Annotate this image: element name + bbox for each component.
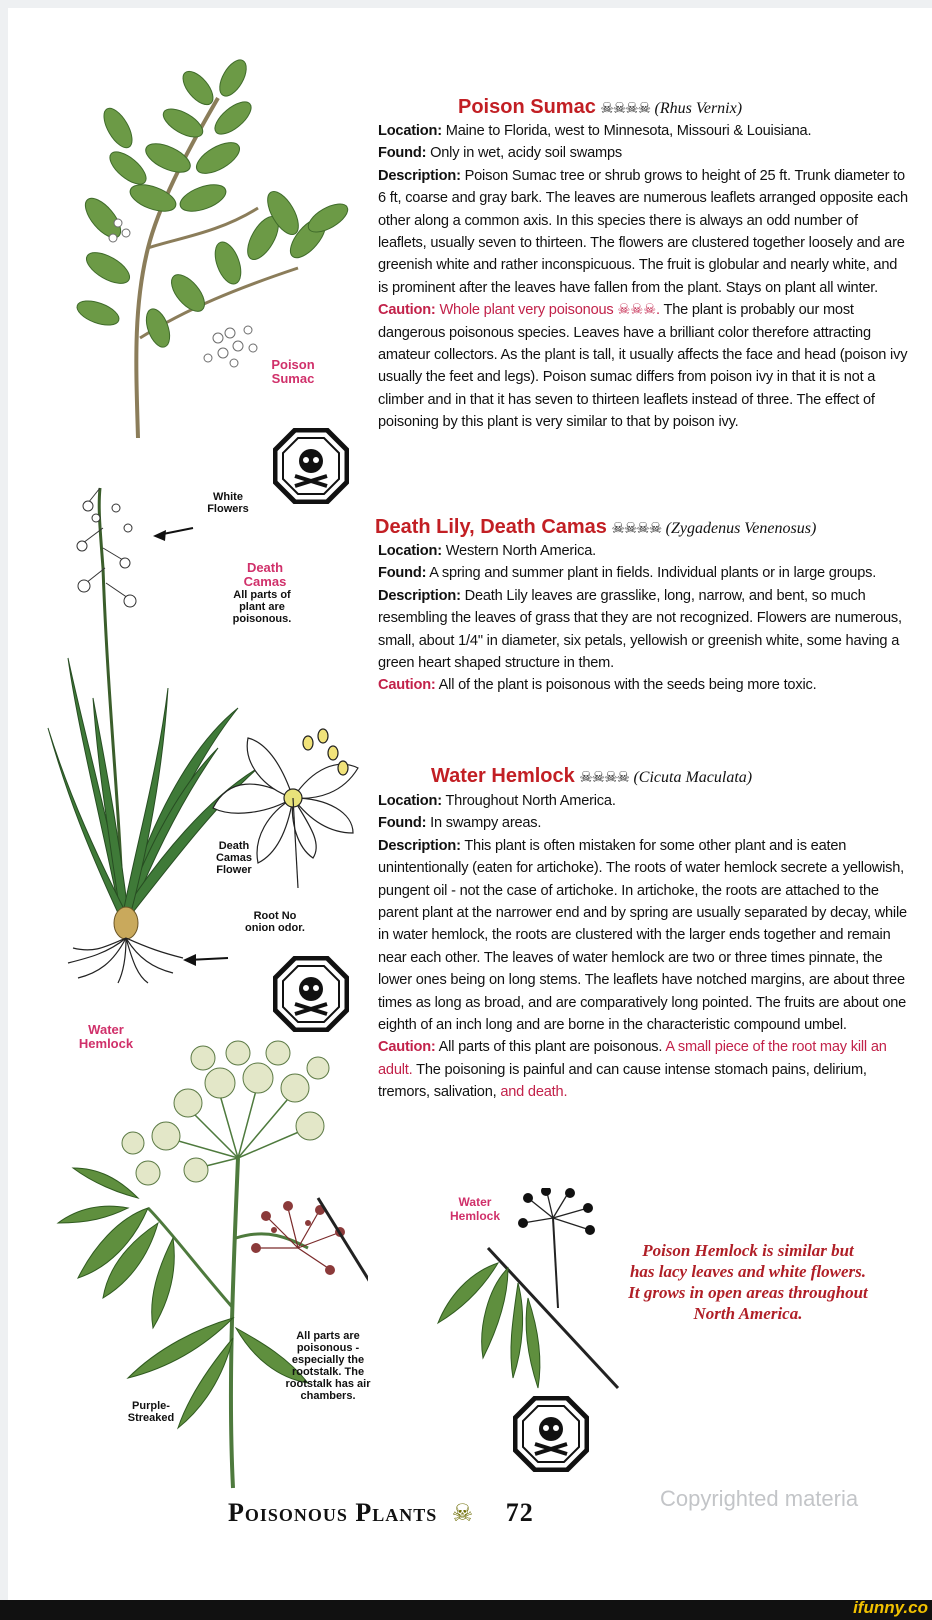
page-number: 72: [505, 1498, 534, 1527]
caution-label: Caution:: [378, 1039, 436, 1056]
section-death-lily-header: [375, 516, 915, 539]
found-text: In swampy areas.: [430, 815, 542, 832]
caution-text: All of the plant is poisonous with the seeds being more toxic.: [438, 677, 817, 694]
skull-crossbones-octagon-icon: [513, 1396, 589, 1472]
label-water-hemlock-small: Water Hemlock: [449, 1195, 501, 1223]
found-text: A spring and summer plant in fields. Individual plants or in large groups.: [429, 565, 877, 582]
description-text: This plant is often mistaken for some other plant and is eaten unintentionally (eaten for artichoke). The roots of water hemlock secrete a yellowish, pungent oil - not the case of artichoke. In artichoke, the roots are attached to the parent plant at the narrower end and by spring are usually separated by decay, while in water hemlock, the roots are clustered with the larger ends together and remain near each other. The leaves of water hemlock are two or three times pinnate, the lower ones being on long stems. The leaflets have notched margins, are about three times as long as broad, and are comparatively long pointed. The fruits are about one eighth of an inch long and are borne in the characteristic compound umbel.: [378, 837, 907, 1034]
skull-rating: ☠☠☠☠: [600, 100, 651, 117]
found-label: Found:: [378, 145, 427, 162]
section-death-lily-body: [378, 540, 908, 697]
skull-crossbones-octagon-icon: [273, 428, 349, 504]
found-text: Only in wet, acidy soil swamps: [430, 145, 622, 162]
copyright-watermark: Copyrighted materia: [660, 1486, 859, 1511]
caution-red-text-2: and death.: [500, 1084, 568, 1101]
poison-hemlock-note: Poison Hemlock is similar but has lacy leaves and white flowers. It grows in open areas throughout North America.: [628, 1241, 868, 1323]
found-label: Found:: [378, 565, 427, 582]
skull-icon: ☠: [451, 1500, 474, 1527]
label-all-parts-poisonous: All parts of plant are poisonous.: [232, 589, 292, 625]
label-death-camas: Death Camas: [243, 560, 287, 589]
caution-label: Caution:: [378, 302, 436, 319]
death-camas-illustration: [48, 488, 358, 983]
skull-rating: ☠☠☠☠: [611, 520, 662, 537]
description-text: Poison Sumac tree or shrub grows to height of 25 ft. Trunk diameter to 6 ft, coarse and gray bark. The leaves are numerous leaflets arranged opposite each other along a common axis. In this species there is always an odd number of leaflets, usually seven to thirteen. The flowers are clustered together loosely and are greenish white and rather inconspicuous. The fruit is globular and nearly white, and is prominent after the leaves have fallen from the plant. Stays on plant all winter.: [378, 167, 908, 296]
location-label: Location:: [378, 123, 442, 139]
page-footer: [228, 1498, 648, 1528]
description-text: Death Lily leaves are grasslike, long, narrow, and bent, so much resembling the leaves of grass that they are not recognized. Flowers are numerous, small, about 1/4" in diameter, six petals, yellowish or greenish white, some having a green heart shaped structure in them.: [378, 587, 902, 672]
caution-label: Caution:: [378, 677, 436, 694]
section-poison-sumac-header: [458, 96, 918, 119]
label-poison-sumac: Poison Sumac: [271, 357, 315, 386]
label-white-flowers: White Flowers: [207, 491, 249, 515]
scientific-name: (Rhus Vernix): [654, 100, 743, 117]
caution-red-text: Whole plant very poisonous ☠☠☠.: [439, 302, 660, 319]
location-label: Location:: [378, 793, 442, 809]
label-death-camas-flower: Death Camas Flower: [215, 840, 253, 876]
label-water-hemlock: Water Hemlock: [78, 1022, 134, 1051]
caution-text: All parts of this plant are poisonous.: [438, 1039, 663, 1056]
scientific-name: (Cicuta Maculata): [633, 769, 753, 786]
water-hemlock-illustration: [58, 1041, 345, 1488]
location-text: Maine to Florida, west to Minnesota, Missouri & Louisiana.: [445, 123, 812, 139]
label-root-no-onion: Root No onion odor.: [245, 910, 305, 934]
caution-text: The plant is probably our most dangerous poisonous species. Leaves have a brilliant color therefore attracting amateur collectors. As the plant is tall, it usually affects the face and head (poison ivy usually the feet and legs). Poison sumac differs from poison ivy in that it is not a climber and in that it has seven to thirteen leaflets instead of three. The effect of poisoning by this plant is very similar to that by poison ivy.: [378, 302, 908, 431]
section-poison-sumac-body: [378, 120, 908, 434]
description-label: Description:: [378, 167, 461, 184]
label-rootstalk-note: All parts are poisonous - especially the rootstalk. The rootstalk has air chambers.: [285, 1330, 371, 1402]
small-hemlock-drawing: [428, 1188, 628, 1428]
description-label: Description:: [378, 587, 461, 604]
location-text: Western North America.: [445, 543, 596, 559]
section-water-hemlock-header: [431, 765, 911, 788]
bottom-bar: [0, 1600, 932, 1620]
location-text: Throughout North America.: [445, 793, 616, 809]
book-page: [8, 8, 932, 1600]
section-title: Poison Sumac: [458, 96, 596, 118]
skull-crossbones-octagon-icon: [273, 956, 349, 1032]
section-water-hemlock-body: [378, 790, 908, 1104]
section-title: Water Hemlock: [431, 765, 575, 787]
caution-text-2: The poisoning is painful and can cause intense stomach pains, delirium, tremors, salivation,: [378, 1061, 867, 1101]
found-label: Found:: [378, 815, 427, 832]
skull-rating: ☠☠☠☠: [579, 769, 629, 786]
scientific-name: (Zygadenus Venenosus): [665, 520, 817, 537]
label-purple-streaked: Purple-Streaked: [127, 1400, 175, 1424]
location-label: Location:: [378, 543, 442, 559]
section-title: Death Lily, Death Camas: [375, 516, 607, 538]
caution-red-text: A small piece of the root may kill an adult.: [378, 1039, 887, 1078]
plant-illustrations: [8, 8, 368, 1528]
book-title: Poisonous Plants: [228, 1498, 438, 1527]
description-label: Description:: [378, 837, 461, 854]
ifunny-watermark: ifunny.co: [853, 1598, 928, 1617]
